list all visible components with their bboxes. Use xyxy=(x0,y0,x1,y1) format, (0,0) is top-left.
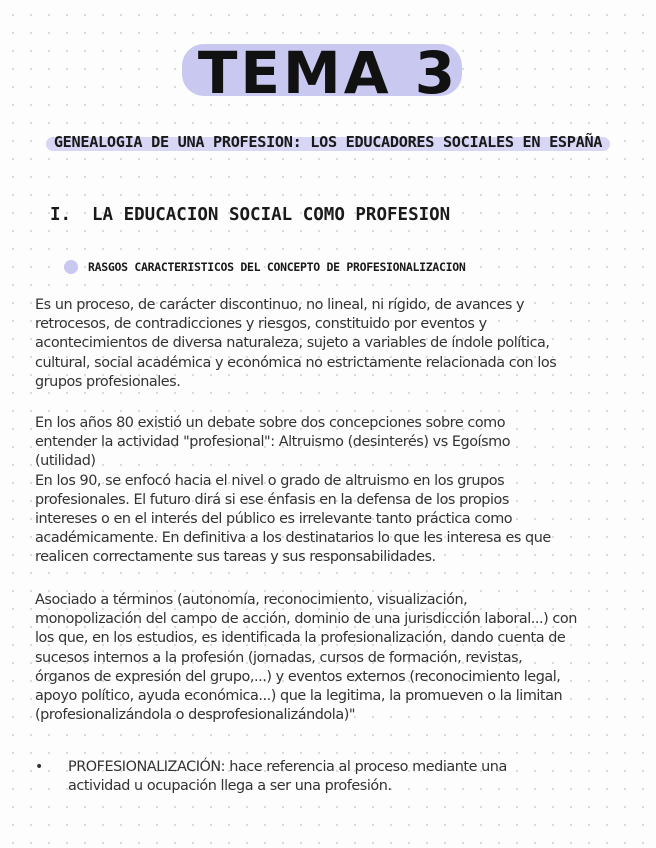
definition-content xyxy=(68,758,608,796)
section-heading xyxy=(50,205,450,225)
paragraph-line: realicen correctamente sus tareas y sus responsabilidades. xyxy=(35,549,436,566)
paragraph-line: (utilidad) xyxy=(35,453,96,470)
definition-line: PROFESIONALIZACIÓN: hace referencia al proceso mediante una xyxy=(68,759,507,775)
section-title: LA EDUCACION SOCIAL COMO PROFESION xyxy=(92,205,451,225)
subsection-label: RASGOS CARACTERISTICOS DEL CONCEPTO DE PROFESIONALIZACION xyxy=(88,260,466,274)
page-subtitle: GENEALOGIA DE UNA PROFESION: LOS EDUCADORES SOCIALES EN ESPAÑA xyxy=(50,131,606,153)
paragraph-line: apoyo político, ayuda económica...) que la legitima, la promueven o la limitan xyxy=(35,688,563,705)
paragraph-line: profesionales. El futuro dirá si ese énfasis en la defensa de los propios xyxy=(35,491,509,508)
definition-line: actividad u ocupación llega a ser una profesión. xyxy=(68,778,392,795)
paragraph-line: cultural, social académica y económica no estrictamente relacionada con los xyxy=(35,354,557,371)
bullet-icon: • xyxy=(35,759,43,775)
subsection-heading xyxy=(64,260,466,274)
paragraph-line: acontecimientos de diversa naturaleza, sujeto a variables de índole política, xyxy=(35,335,550,352)
subtitle-container xyxy=(0,131,656,153)
paragraph-line: entender la actividad "profesional": Altruismo (desinterés) vs Egoísmo xyxy=(35,434,511,451)
paragraph-line: Asociado a términos (autonomía, reconocimiento, visualización, xyxy=(35,592,468,608)
paragraph-line: (profesionalizándola o desprofesionalizándola)" xyxy=(35,707,356,724)
paragraph-line: los que, en los estudios, es identificada la profesionalización, dando cuenta de xyxy=(35,630,566,647)
paragraph-2 xyxy=(35,414,610,568)
paragraph-line: sucesos internos a la profesión (jornadas, cursos de formación, revistas, xyxy=(35,649,523,666)
title-container xyxy=(0,38,656,108)
section-number: I. xyxy=(50,205,72,225)
paragraph-line: intereses o en el interés del público es irrelevante tanto práctica como xyxy=(35,511,513,528)
paragraph-3 xyxy=(35,591,610,725)
paragraph-line: grupos profesionales. xyxy=(35,373,181,390)
paragraph-line: En los años 80 existió un debate sobre dos concepciones sobre como xyxy=(35,415,506,431)
paragraph-line: órganos de expresión del grupo,...) y eventos externos (reconocimiento legal, xyxy=(35,668,561,685)
page-title: TEMA 3 xyxy=(190,38,466,108)
bullet-dot-icon xyxy=(64,260,78,274)
paragraph-line: académicamente. En definitiva a los destinatarios lo que les interesa es que xyxy=(35,530,551,547)
paragraph-line: Es un proceso, de carácter discontinuo, no lineal, ni rígido, de avances y xyxy=(35,297,525,313)
paragraph-1 xyxy=(35,296,610,392)
paragraph-line: monopolización del campo de acción, dominio de una jurisdicción laboral...) con xyxy=(35,611,577,628)
paragraph-line: En los 90, se enfocó hacia el nivel o grado de altruismo en los grupos xyxy=(35,472,505,489)
paragraph-line: retrocesos, de contradicciones y riesgos, constituido por eventos y xyxy=(35,316,487,333)
